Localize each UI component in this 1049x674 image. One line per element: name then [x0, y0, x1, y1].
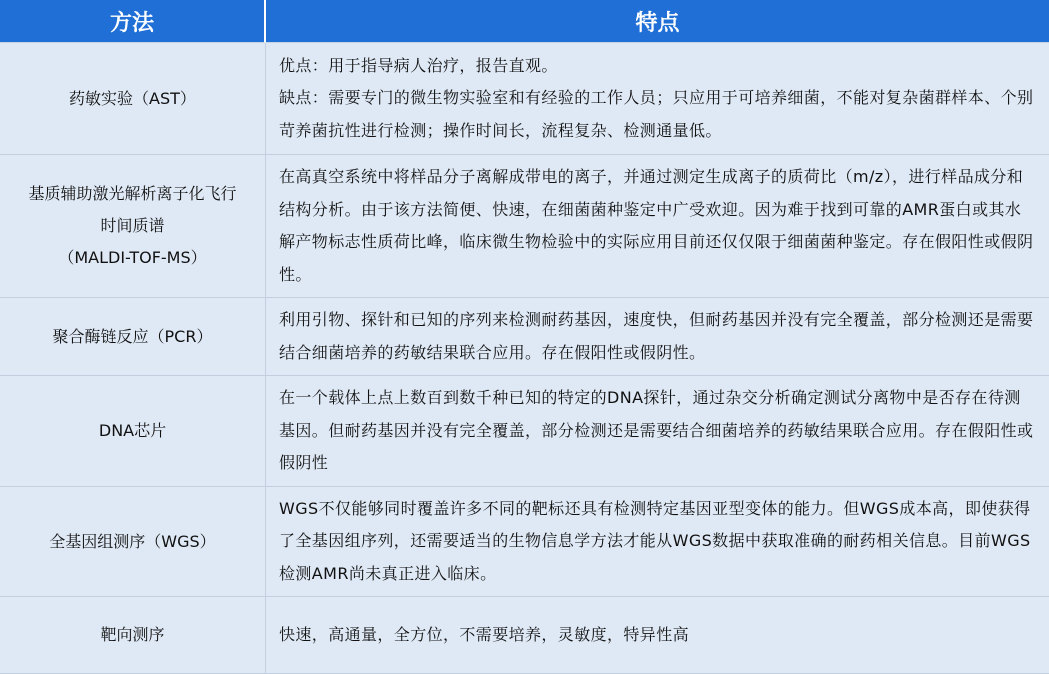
- method-cell: [0, 43, 266, 155]
- method-cell: [0, 376, 266, 487]
- feature-text: 优点：用于指导病人治疗，报告直观。: [279, 55, 558, 75]
- method-label: 聚合酶链反应（PCR）: [52, 326, 213, 346]
- feature-cell: [266, 155, 1049, 298]
- header-method: 方法: [0, 0, 266, 43]
- method-cell: [0, 487, 266, 597]
- method-cell: [0, 155, 266, 298]
- feature-cell: [266, 376, 1049, 487]
- feature-text: 在一个载体上点上数百到数千种已知的特定的DNA探针，通过杂交分析确定测试分离物中是否存在待测基因。但耐药基因并没有完全覆盖，部分检测还是需要结合细菌培养的药敏结果联合应用。存在假阳性或假阴性: [279, 388, 1034, 473]
- method-label: 靶向测序: [100, 625, 165, 644]
- feature-cell: [266, 487, 1049, 597]
- method-label: DNA芯片: [98, 421, 167, 440]
- method-label: （MALDI-TOF-MS）: [58, 248, 207, 267]
- method-label: 时间质谱: [100, 216, 165, 235]
- feature-cell: [266, 43, 1049, 155]
- method-label: 基质辅助激光解析离子化飞行: [28, 184, 237, 203]
- method-label: 全基因组测序（WGS）: [49, 531, 216, 551]
- feature-text: 缺点：需要专门的微生物实验室和有经验的工作人员；只应用于可培养细菌，不能对复杂菌群样本、个别苛养菌抗性进行检测；操作时间长，流程复杂、检测通量低。: [279, 88, 1034, 140]
- feature-text: 快速，高通量，全方位，不需要培养，灵敏度，特异性高: [279, 624, 690, 644]
- method-cell: [0, 298, 266, 376]
- method-cell: [0, 597, 266, 674]
- feature-text: 在高真空系统中将样品分子离解成带电的离子，并通过测定生成离子的质荷比（m/z），进行样品成分和结构分析。由于该方法简便、快速，在细菌菌种鉴定中广受欢迎。因为难于找到可靠的AMR蛋白或其水解产物标志性质荷比峰，临床微生物检验中的实际应用目前还仅仅限于细菌菌种鉴定。存在假阳性或假阴性。: [279, 167, 1034, 284]
- feature-text: 利用引物、探针和已知的序列来检测耐药基因，速度快，但耐药基因并没有完全覆盖，部分检测还是需要结合细菌培养的药敏结果联合应用。存在假阳性或假阴性。: [279, 310, 1034, 362]
- header-feature: 特点: [266, 0, 1049, 43]
- feature-cell: [266, 597, 1049, 674]
- feature-cell: [266, 298, 1049, 376]
- feature-text: WGS不仅能够同时覆盖许多不同的靶标还具有检测特定基因亚型变体的能力。但WGS成本高，即使获得了全基因组序列，还需要适当的生物信息学方法才能从WGS数据中获取准确的耐药相关信息。目前WGS检测AMR尚未真正进入临床。: [279, 498, 1031, 583]
- method-label: 药敏实验（AST）: [69, 88, 196, 108]
